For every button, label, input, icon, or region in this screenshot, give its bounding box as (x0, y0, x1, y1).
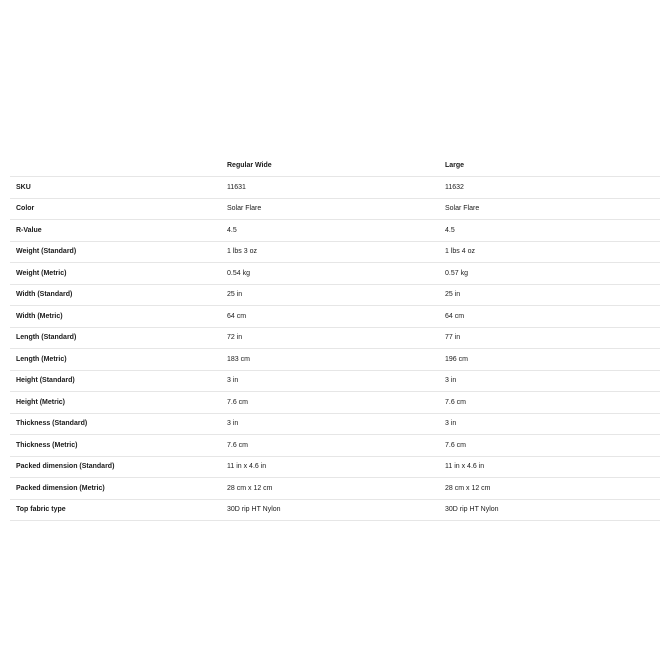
regular-wide-cell: 4.5 (221, 220, 439, 242)
table-row (10, 306, 660, 328)
table-row (10, 241, 660, 263)
large-cell: 64 cm (439, 306, 660, 328)
large-cell: 7.6 cm (439, 392, 660, 414)
large-cell: 3 in (439, 370, 660, 392)
row-label-cell: Length (Standard) (10, 327, 221, 349)
large-cell: 11 in x 4.6 in (439, 456, 660, 478)
row-label-cell: Packed dimension (Standard) (10, 456, 221, 478)
large-cell: 30D rip HT Nylon (439, 499, 660, 521)
large-cell: 196 cm (439, 349, 660, 371)
regular-wide-cell: 3 in (221, 370, 439, 392)
row-label-cell: Thickness (Metric) (10, 435, 221, 457)
row-label-cell: Width (Metric) (10, 306, 221, 328)
regular-wide-cell: 1 lbs 3 oz (221, 241, 439, 263)
large-cell: 77 in (439, 327, 660, 349)
regular-wide-cell: 183 cm (221, 349, 439, 371)
large-cell: 0.57 kg (439, 263, 660, 285)
header-cell-large: Large (439, 155, 660, 177)
table-row (10, 499, 660, 521)
table-row (10, 263, 660, 285)
regular-wide-cell: 7.6 cm (221, 435, 439, 457)
table-row (10, 198, 660, 220)
large-cell: 4.5 (439, 220, 660, 242)
table-row (10, 456, 660, 478)
regular-wide-cell: 25 in (221, 284, 439, 306)
row-label-cell: Width (Standard) (10, 284, 221, 306)
row-label-cell: Height (Metric) (10, 392, 221, 414)
regular-wide-cell: Solar Flare (221, 198, 439, 220)
row-label-cell: Top fabric type (10, 499, 221, 521)
row-label-cell: Length (Metric) (10, 349, 221, 371)
spec-table (10, 155, 660, 521)
large-cell: 3 in (439, 413, 660, 435)
row-label-cell: Height (Standard) (10, 370, 221, 392)
regular-wide-cell: 64 cm (221, 306, 439, 328)
table-row (10, 392, 660, 414)
large-cell: 25 in (439, 284, 660, 306)
large-cell: 7.6 cm (439, 435, 660, 457)
regular-wide-cell: 3 in (221, 413, 439, 435)
table-row (10, 435, 660, 457)
table-row (10, 220, 660, 242)
large-cell: 28 cm x 12 cm (439, 478, 660, 500)
spec-table-body (10, 177, 660, 521)
table-row (10, 327, 660, 349)
row-label-cell: Packed dimension (Metric) (10, 478, 221, 500)
regular-wide-cell: 0.54 kg (221, 263, 439, 285)
regular-wide-cell: 11 in x 4.6 in (221, 456, 439, 478)
table-row (10, 177, 660, 199)
large-cell: 11632 (439, 177, 660, 199)
large-cell: 1 lbs 4 oz (439, 241, 660, 263)
table-row (10, 370, 660, 392)
regular-wide-cell: 7.6 cm (221, 392, 439, 414)
header-cell-label (10, 155, 221, 177)
table-row (10, 413, 660, 435)
row-label-cell: Color (10, 198, 221, 220)
row-label-cell: R-Value (10, 220, 221, 242)
header-cell-regular-wide: Regular Wide (221, 155, 439, 177)
row-label-cell: Thickness (Standard) (10, 413, 221, 435)
row-label-cell: SKU (10, 177, 221, 199)
regular-wide-cell: 72 in (221, 327, 439, 349)
spec-table-header (10, 155, 660, 177)
table-row (10, 284, 660, 306)
regular-wide-cell: 11631 (221, 177, 439, 199)
row-label-cell: Weight (Standard) (10, 241, 221, 263)
header-row (10, 155, 660, 177)
large-cell: Solar Flare (439, 198, 660, 220)
table-row (10, 349, 660, 371)
regular-wide-cell: 28 cm x 12 cm (221, 478, 439, 500)
row-label-cell: Weight (Metric) (10, 263, 221, 285)
table-row (10, 478, 660, 500)
regular-wide-cell: 30D rip HT Nylon (221, 499, 439, 521)
